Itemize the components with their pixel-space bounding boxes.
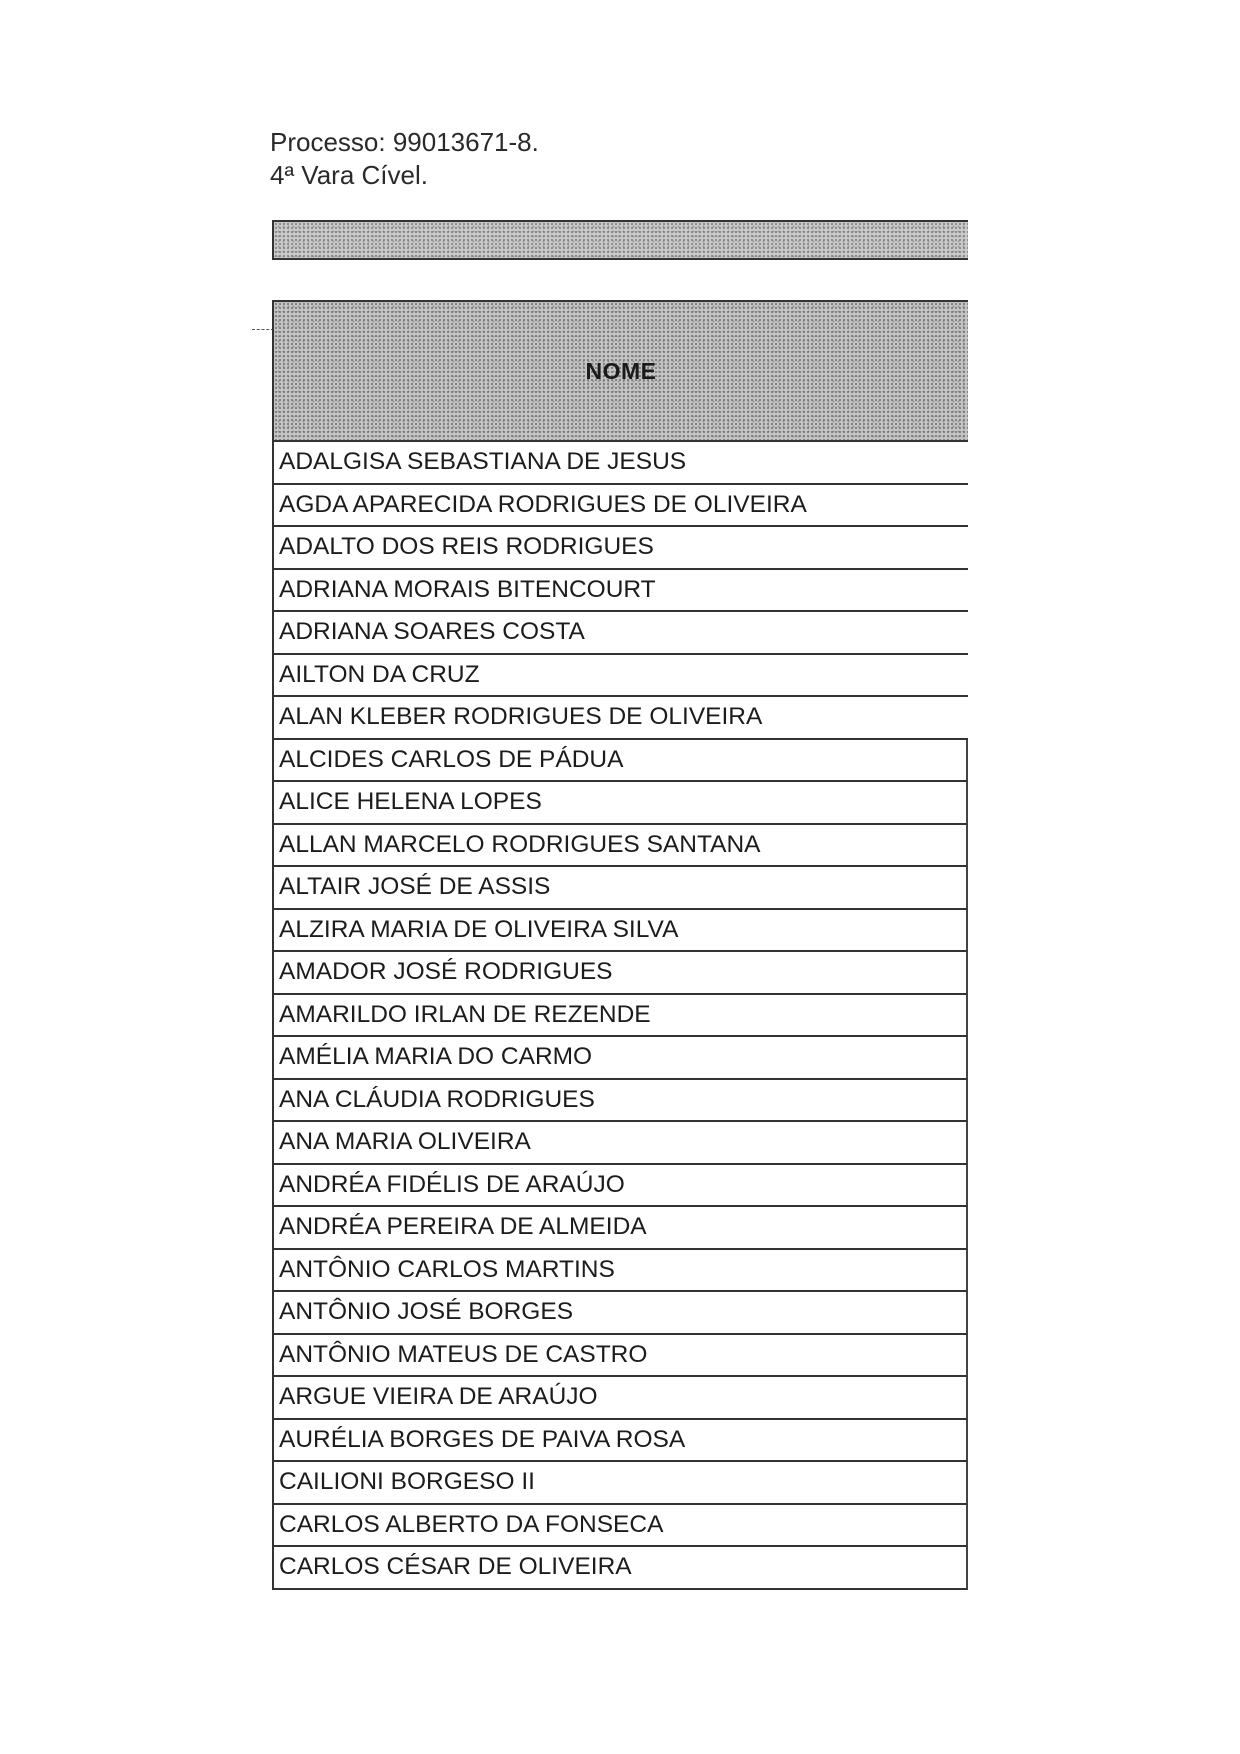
name-cell: ALLAN MARCELO RODRIGUES SANTANA: [279, 830, 761, 858]
name-cell: ANTÔNIO CARLOS MARTINS: [279, 1255, 615, 1283]
table-row: [274, 1505, 968, 1548]
table-row: [274, 655, 968, 698]
name-cell: ADALGISA SEBASTIANA DE JESUS: [279, 448, 687, 476]
table-row: [274, 1462, 968, 1505]
name-cell: AMADOR JOSÉ RODRIGUES: [279, 958, 613, 986]
court-name: 4ª Vara Cível.: [270, 160, 428, 190]
table-row: [274, 612, 968, 655]
table-body: [274, 442, 968, 1590]
name-cell: ANTÔNIO JOSÉ BORGES: [279, 1298, 574, 1326]
name-cell: AMARILDO IRLAN DE REZENDE: [279, 1000, 651, 1028]
table-row: [274, 1250, 968, 1293]
table-row: [274, 527, 968, 570]
table-row: [274, 1377, 968, 1420]
table-row: [274, 1080, 968, 1123]
name-cell: ALCIDES CARLOS DE PÁDUA: [279, 745, 624, 773]
table-row: [274, 485, 968, 528]
name-cell: CARLOS CÉSAR DE OLIVEIRA: [279, 1553, 632, 1581]
name-cell: AILTON DA CRUZ: [279, 660, 480, 688]
table-row: [274, 867, 968, 910]
name-cell: ALICE HELENA LOPES: [279, 788, 542, 816]
table-row: [274, 1122, 968, 1165]
name-cell: ANDRÉA FIDÉLIS DE ARAÚJO: [279, 1170, 625, 1198]
table-row: [274, 1547, 968, 1590]
table-row: [274, 442, 968, 485]
name-cell: ALZIRA MARIA DE OLIVEIRA SILVA: [279, 915, 679, 943]
table-row: [274, 570, 968, 613]
name-cell: ADRIANA MORAIS BITENCOURT: [279, 575, 656, 603]
table-row: [274, 995, 968, 1038]
name-cell: ANA CLÁUDIA RODRIGUES: [279, 1085, 595, 1113]
shaded-title-bar: [272, 220, 968, 260]
table-header: [274, 302, 968, 442]
names-table: [272, 300, 968, 1590]
table-row: [274, 1292, 968, 1335]
name-cell: ALAN KLEBER RODRIGUES DE OLIVEIRA: [279, 703, 763, 731]
name-cell: ADRIANA SOARES COSTA: [279, 618, 585, 646]
name-cell: CAILIONI BORGESO II: [279, 1468, 535, 1496]
table-row: [274, 697, 968, 740]
table-row: [274, 1420, 968, 1463]
name-cell: AURÉLIA BORGES DE PAIVA ROSA: [279, 1425, 686, 1453]
table-row: [274, 1207, 968, 1250]
table-row: [274, 782, 968, 825]
table-row: [274, 1335, 968, 1378]
table-row: [274, 825, 968, 868]
table-row: [274, 910, 968, 953]
column-header-nome: NOME: [585, 357, 657, 384]
name-cell: ANTÔNIO MATEUS DE CASTRO: [279, 1340, 648, 1368]
name-cell: ALTAIR JOSÉ DE ASSIS: [279, 873, 551, 901]
name-cell: ADALTO DOS REIS RODRIGUES: [279, 533, 654, 561]
name-cell: CARLOS ALBERTO DA FONSECA: [279, 1510, 664, 1538]
name-cell: AMÉLIA MARIA DO CARMO: [279, 1043, 593, 1071]
table-row: [274, 1037, 968, 1080]
table-row: [274, 740, 968, 783]
margin-dash-mark: [252, 329, 274, 330]
process-number: Processo: 99013671-8.: [270, 127, 539, 157]
table-row: [274, 1165, 968, 1208]
name-cell: AGDA APARECIDA RODRIGUES DE OLIVEIRA: [279, 490, 807, 518]
document-header: [270, 126, 539, 192]
name-cell: ANA MARIA OLIVEIRA: [279, 1128, 531, 1156]
name-cell: ANDRÉA PEREIRA DE ALMEIDA: [279, 1213, 647, 1241]
name-cell: ARGUE VIEIRA DE ARAÚJO: [279, 1383, 598, 1411]
table-row: [274, 952, 968, 995]
